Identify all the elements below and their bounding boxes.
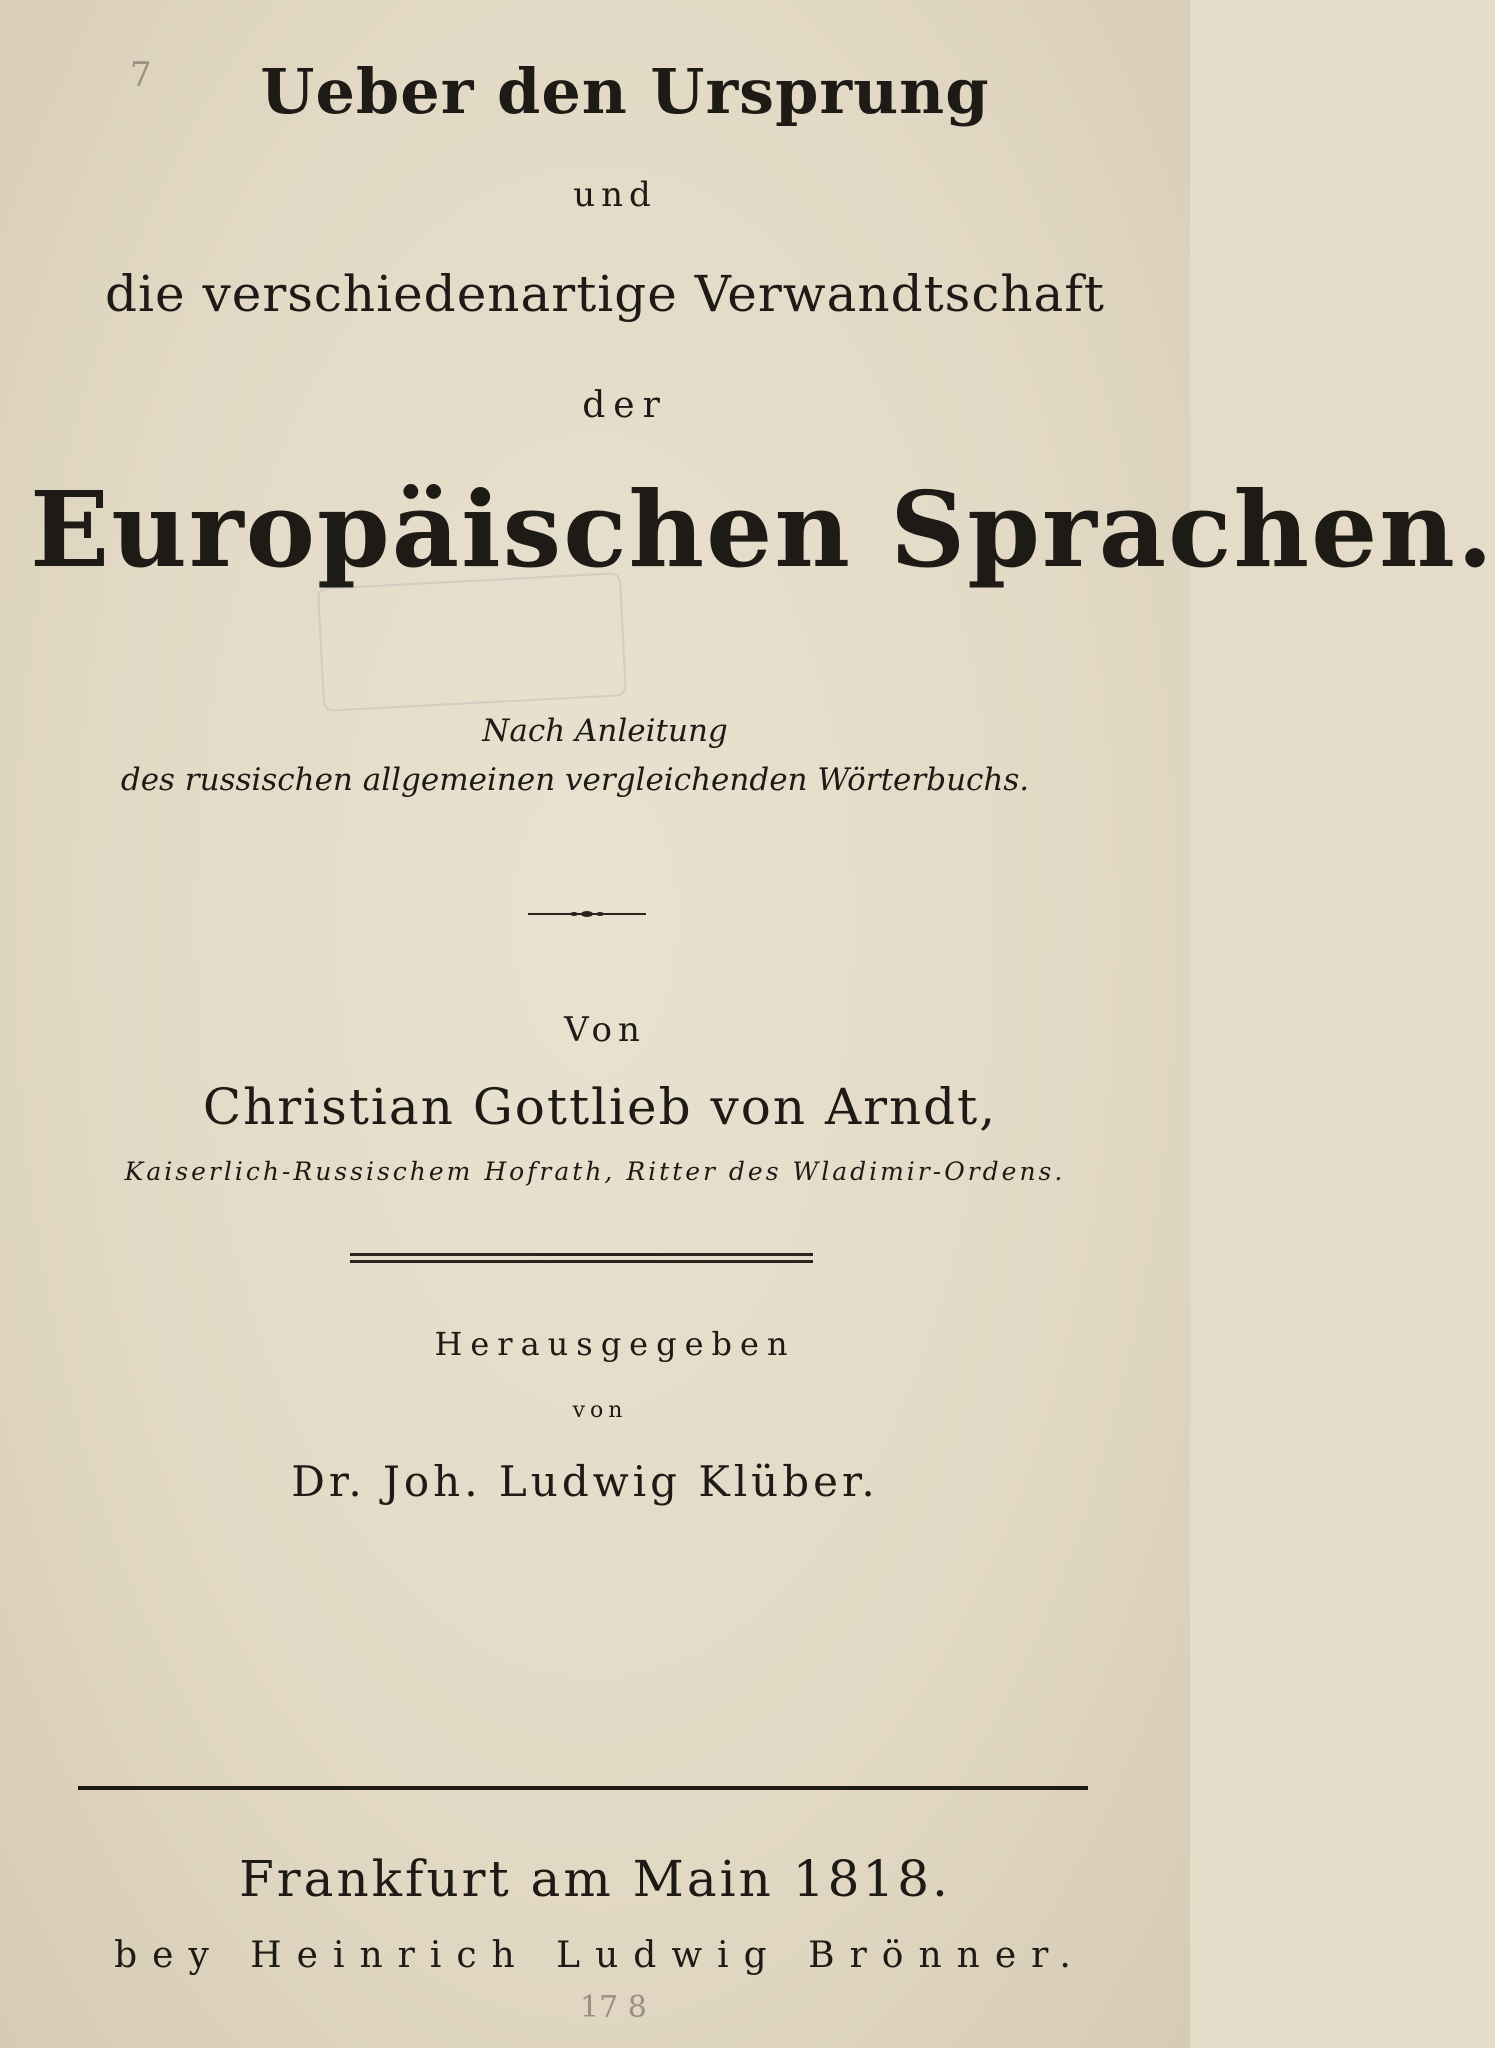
editor-published: Herausgegeben — [434, 1325, 796, 1363]
faded-library-stamp — [317, 572, 627, 712]
title-line-2: und — [573, 175, 657, 215]
title-line-1: Ueber den Ursprung — [260, 55, 990, 128]
shelfmark: 17 8 — [580, 1990, 647, 2025]
editor-name: Dr. Joh. Ludwig Klüber. — [291, 1457, 879, 1506]
title-line-3: die verschiedenartige Verwandtschaft — [105, 265, 1105, 323]
author-by: Von — [564, 1010, 646, 1050]
author-name: Christian Gottlieb von Arndt, — [202, 1078, 998, 1136]
main-title: Europäischen Sprachen. — [30, 468, 1495, 591]
margin-note: 7 — [130, 55, 152, 95]
ornament-divider — [528, 910, 646, 918]
imprint-rule — [78, 1786, 1088, 1790]
author-titles: Kaiserlich-Russischem Hofrath, Ritter des Wladimir-Ordens. — [124, 1157, 1066, 1186]
double-rule — [350, 1253, 813, 1263]
subtitle-line-1: Nach Anleitung — [482, 713, 728, 749]
imprint-publisher: bey Heinrich Ludwig Brönner. — [114, 1935, 1086, 1976]
title-line-4: der — [582, 385, 668, 426]
imprint-place-year: Frankfurt am Main 1818. — [239, 1850, 951, 1908]
subtitle-line-2: des russischen allgemeinen vergleichenden Wörterbuchs. — [120, 762, 1030, 798]
editor-by: von — [572, 1398, 628, 1423]
